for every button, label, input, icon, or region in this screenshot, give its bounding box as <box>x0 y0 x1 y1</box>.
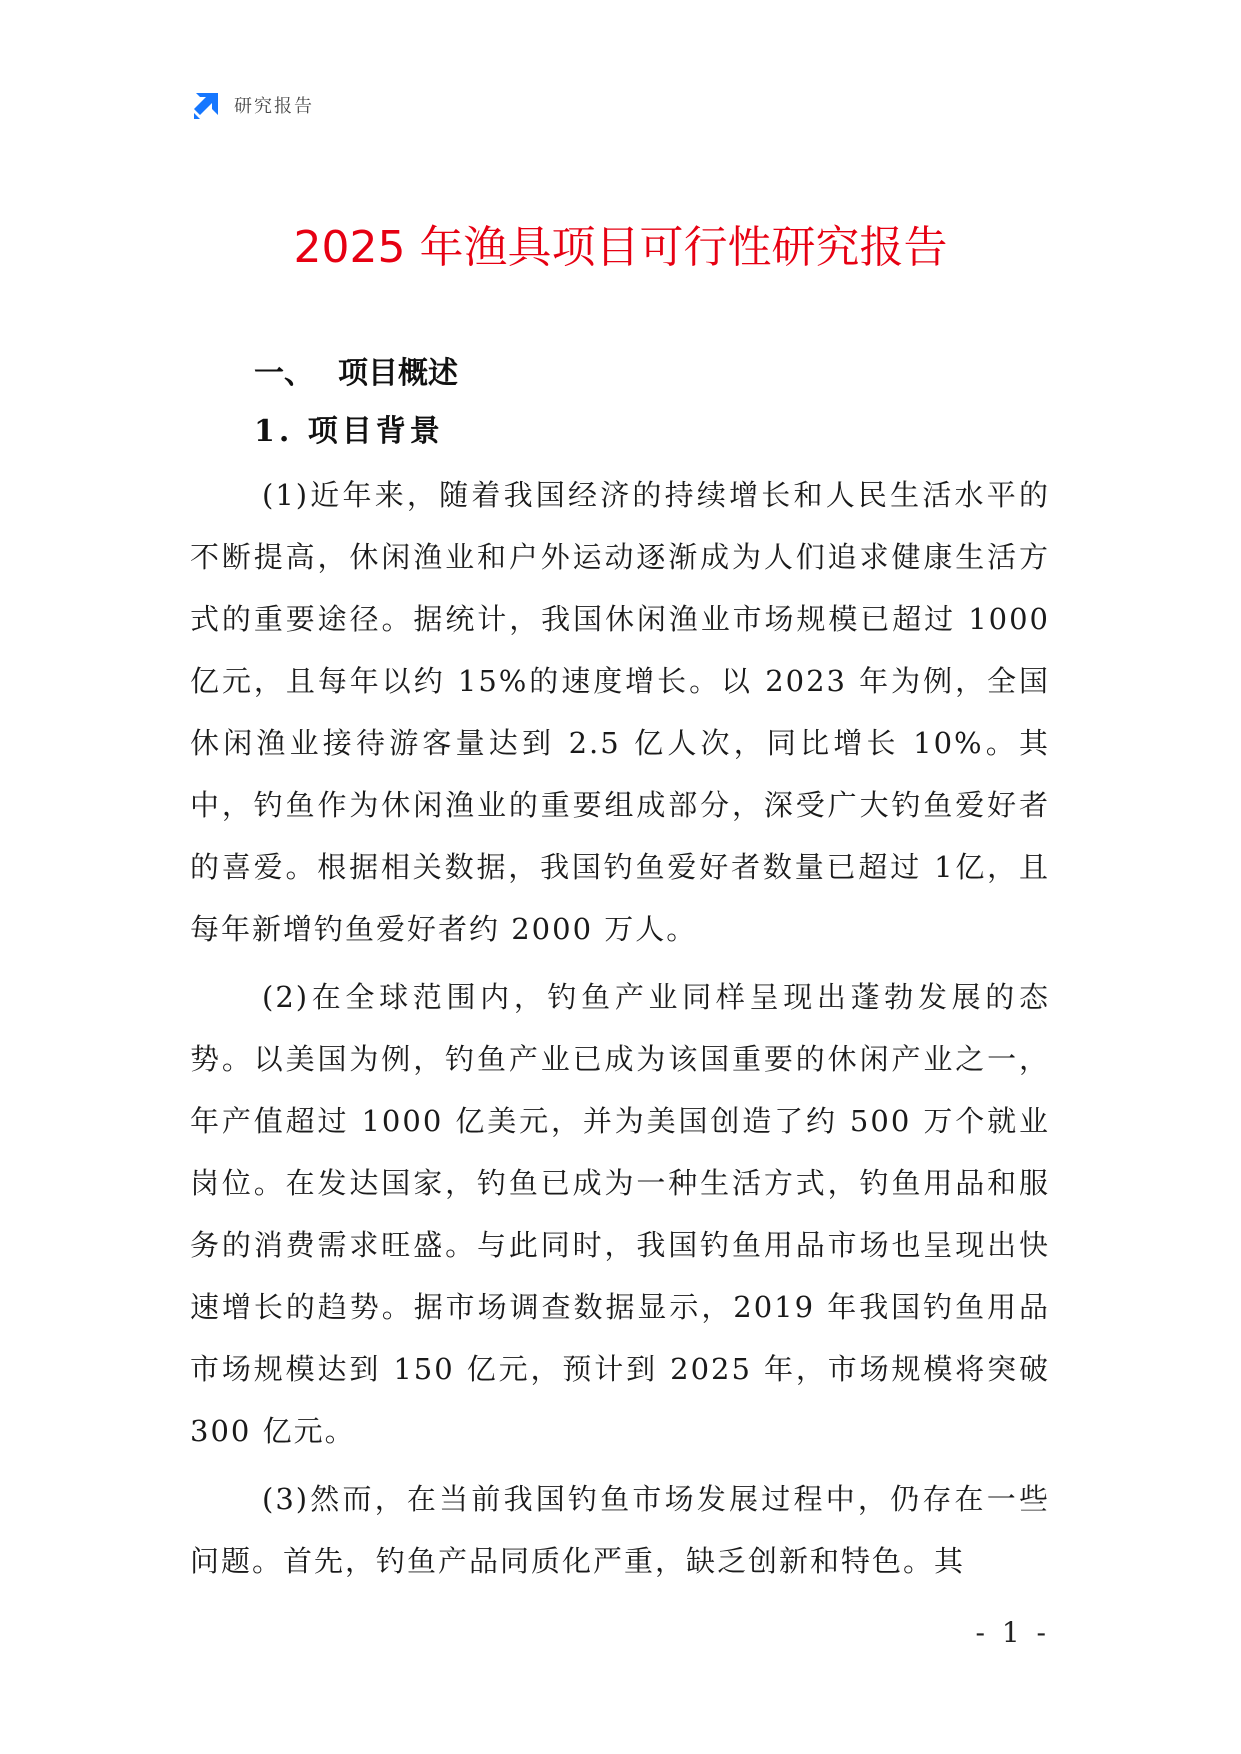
header-label: 研究报告 <box>234 96 314 117</box>
paragraph: (3)然而，在当前我国钓鱼市场发展过程中，仍存在一些问题。首先，钓鱼产品同质化严重，缺乏创新和特色。其 <box>190 1482 1050 1578</box>
paragraph: (1)近年来，随着我国经济的持续增长和人民生活水平的不断提高，休闲渔业和户外运动逐渐成为人们追求健康生活方式的重要途径。据统计，我国休闲渔业市场规模已超过 1000 亿元，且每年以约 15%的速度增长。以 2023 年为例，全国休闲渔业接待游客量达到 2.5 亿人次，同比增长 10%。其中，钓鱼作为休闲渔业的重要组成部分，深受广大钓鱼爱好者的喜爱。根据相关数据，我国钓鱼爱好者数量已超过 1亿，且每年新增钓鱼爱好者约 2000 万人。 <box>190 478 1050 946</box>
page-header <box>190 88 314 122</box>
document-title: 2025 年渔具项目可行性研究报告 <box>293 222 948 273</box>
section-heading <box>254 352 1050 396</box>
subsection-heading: 1. 项目背景 <box>254 414 444 449</box>
arrow-up-right-icon <box>190 89 222 121</box>
paragraph: (2)在全球范围内，钓鱼产业同样呈现出蓬勃发展的态势。以美国为例，钓鱼产业已成为该国重要的休闲产业之一，年产值超过 1000 亿美元，并为美国创造了约 500 万个就业岗位。在发达国家，钓鱼已成为一种生活方式，钓鱼用品和服务的消费需求旺盛。与此同时，我国钓鱼用品市场也呈现出快速增长的趋势。据市场调查数据显示，2019 年我国钓鱼用品市场规模达到 150 亿元，预计到 2025 年，市场规模将突破 300 亿元。 <box>190 980 1050 1448</box>
section-number: 一、 <box>254 356 314 391</box>
section-title: 项目概述 <box>338 356 458 391</box>
document-body <box>190 352 1050 1592</box>
page-number: - 1 - <box>975 1616 1050 1649</box>
